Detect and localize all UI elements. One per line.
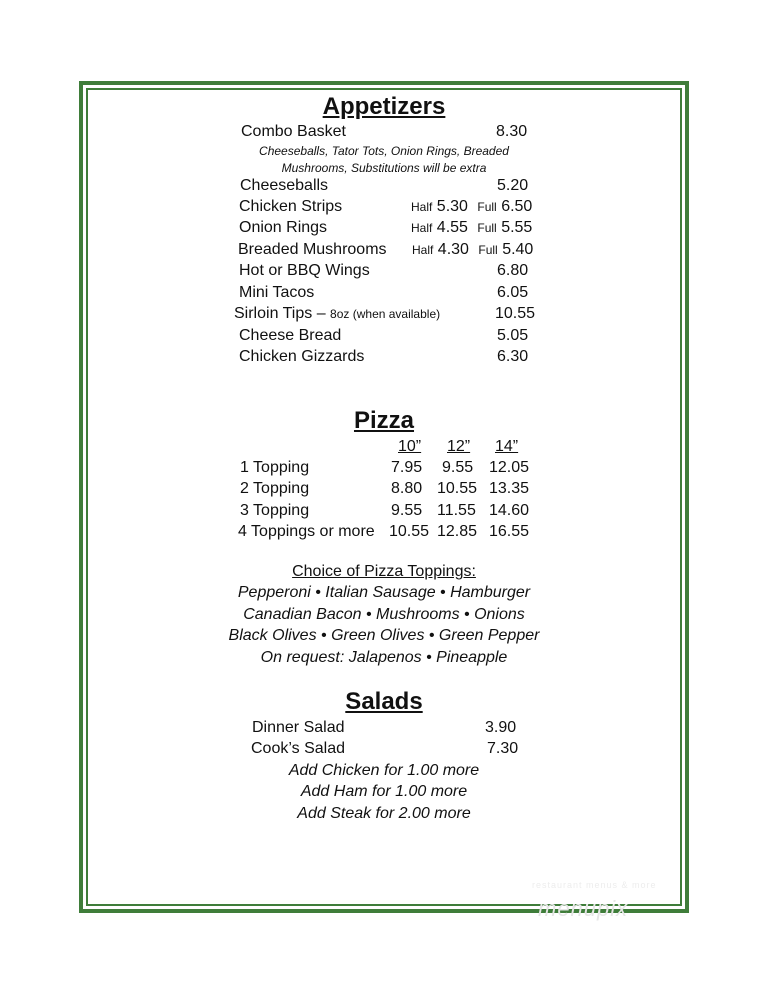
full-label: Full: [478, 243, 498, 257]
half-label: Half: [412, 243, 434, 257]
pizza-size-14: 14”: [495, 438, 519, 455]
appetizer-chicken-gizzards-price: 6.30: [497, 348, 529, 365]
pizza-size-10: 10”: [398, 438, 422, 455]
pizza-heading: Pizza: [353, 407, 415, 434]
pizza-toppings-line: Canadian Bacon • Mushrooms • Onions: [243, 606, 525, 623]
watermark-tagline: restaurant menus & more: [532, 880, 657, 890]
appetizers-heading: Appetizers: [322, 93, 446, 120]
onion-rings-prices: [411, 219, 532, 237]
appetizer-wings-price: 6.80: [497, 262, 529, 279]
half-price: 5.30: [436, 198, 468, 215]
full-price: 6.50: [501, 198, 533, 215]
pizza-price-14: 12.05: [489, 459, 530, 476]
appetizer-sirloin-tips-price: 10.55: [495, 305, 536, 322]
appetizer-cheeseballs-price: 5.20: [497, 177, 529, 194]
full-price: 5.40: [502, 241, 534, 258]
appetizer-mini-tacos: Mini Tacos: [239, 284, 315, 301]
pizza-toppings-line: Pepperoni • Italian Sausage • Hamburger: [237, 584, 531, 601]
watermark-logo: menupix: [538, 896, 629, 921]
pizza-price-14: 14.60: [489, 502, 530, 519]
pizza-price-14: 13.35: [489, 480, 530, 497]
pizza-row-name: 2 Topping: [240, 480, 310, 497]
appetizer-cheese-bread: Cheese Bread: [239, 327, 342, 344]
appetizer-breaded-mushrooms: Breaded Mushrooms: [238, 241, 387, 258]
salads-heading: Salads: [345, 688, 423, 715]
half-label: Half: [411, 200, 433, 214]
appetizer-cheeseballs: Cheeseballs: [240, 177, 329, 194]
pizza-size-12: 12”: [447, 438, 471, 455]
pizza-price-14: 16.55: [489, 523, 530, 540]
half-price: 4.55: [436, 219, 468, 236]
sirloin-tips-name: Sirloin Tips –: [234, 305, 326, 322]
salad-addon: Add Ham for 1.00 more: [300, 783, 468, 800]
combo-description-line-2: Mushrooms, Substitutions will be extra: [281, 161, 487, 175]
pizza-row-name: 1 Topping: [240, 459, 310, 476]
sirloin-tips-note: 8oz (when available): [330, 307, 441, 321]
pizza-toppings-title: Choice of Pizza Toppings:: [292, 563, 476, 580]
salad-dinner-price: 3.90: [485, 719, 517, 736]
appetizer-combo-basket: Combo Basket: [241, 123, 346, 140]
pizza-row-name: 3 Topping: [240, 502, 310, 519]
salad-cooks: Cook’s Salad: [251, 740, 345, 757]
combo-description-line-1: Cheeseballs, Tator Tots, Onion Rings, Breaded: [259, 144, 509, 158]
appetizer-combo-basket-price: 8.30: [496, 123, 528, 140]
half-label: Half: [411, 221, 433, 235]
pizza-price-12: 10.55: [437, 480, 478, 497]
full-label: Full: [477, 200, 497, 214]
pizza-price-12: 11.55: [437, 502, 476, 519]
appetizer-onion-rings: Onion Rings: [239, 219, 328, 236]
appetizer-chicken-gizzards: Chicken Gizzards: [239, 348, 365, 365]
salad-dinner: Dinner Salad: [252, 719, 345, 736]
appetizer-mini-tacos-price: 6.05: [497, 284, 529, 301]
pizza-toppings-line: On request: Jalapenos • Pineapple: [260, 649, 508, 666]
appetizer-wings: Hot or BBQ Wings: [239, 262, 370, 279]
pizza-price-10: 10.55: [389, 523, 430, 540]
pizza-row-name: 4 Toppings or more: [238, 523, 375, 540]
pizza-toppings-line: Black Olives • Green Olives • Green Pepper: [228, 627, 540, 644]
pizza-price-10: 7.95: [391, 459, 423, 476]
appetizer-sirloin-tips: [234, 305, 440, 323]
salad-addon: Add Steak for 2.00 more: [297, 805, 471, 822]
appetizer-chicken-strips: Chicken Strips: [239, 198, 343, 215]
salad-cooks-price: 7.30: [487, 740, 519, 757]
chicken-strips-prices: [411, 198, 532, 216]
half-price: 4.30: [437, 241, 469, 258]
appetizer-cheese-bread-price: 5.05: [497, 327, 529, 344]
pizza-price-10: 8.80: [391, 480, 423, 497]
breaded-mushrooms-prices: [412, 241, 533, 259]
pizza-price-10: 9.55: [391, 502, 423, 519]
full-label: Full: [477, 221, 497, 235]
pizza-price-12: 12.85: [437, 523, 478, 540]
pizza-price-12: 9.55: [442, 459, 474, 476]
full-price: 5.55: [501, 219, 533, 236]
salad-addon: Add Chicken for 1.00 more: [288, 762, 480, 779]
